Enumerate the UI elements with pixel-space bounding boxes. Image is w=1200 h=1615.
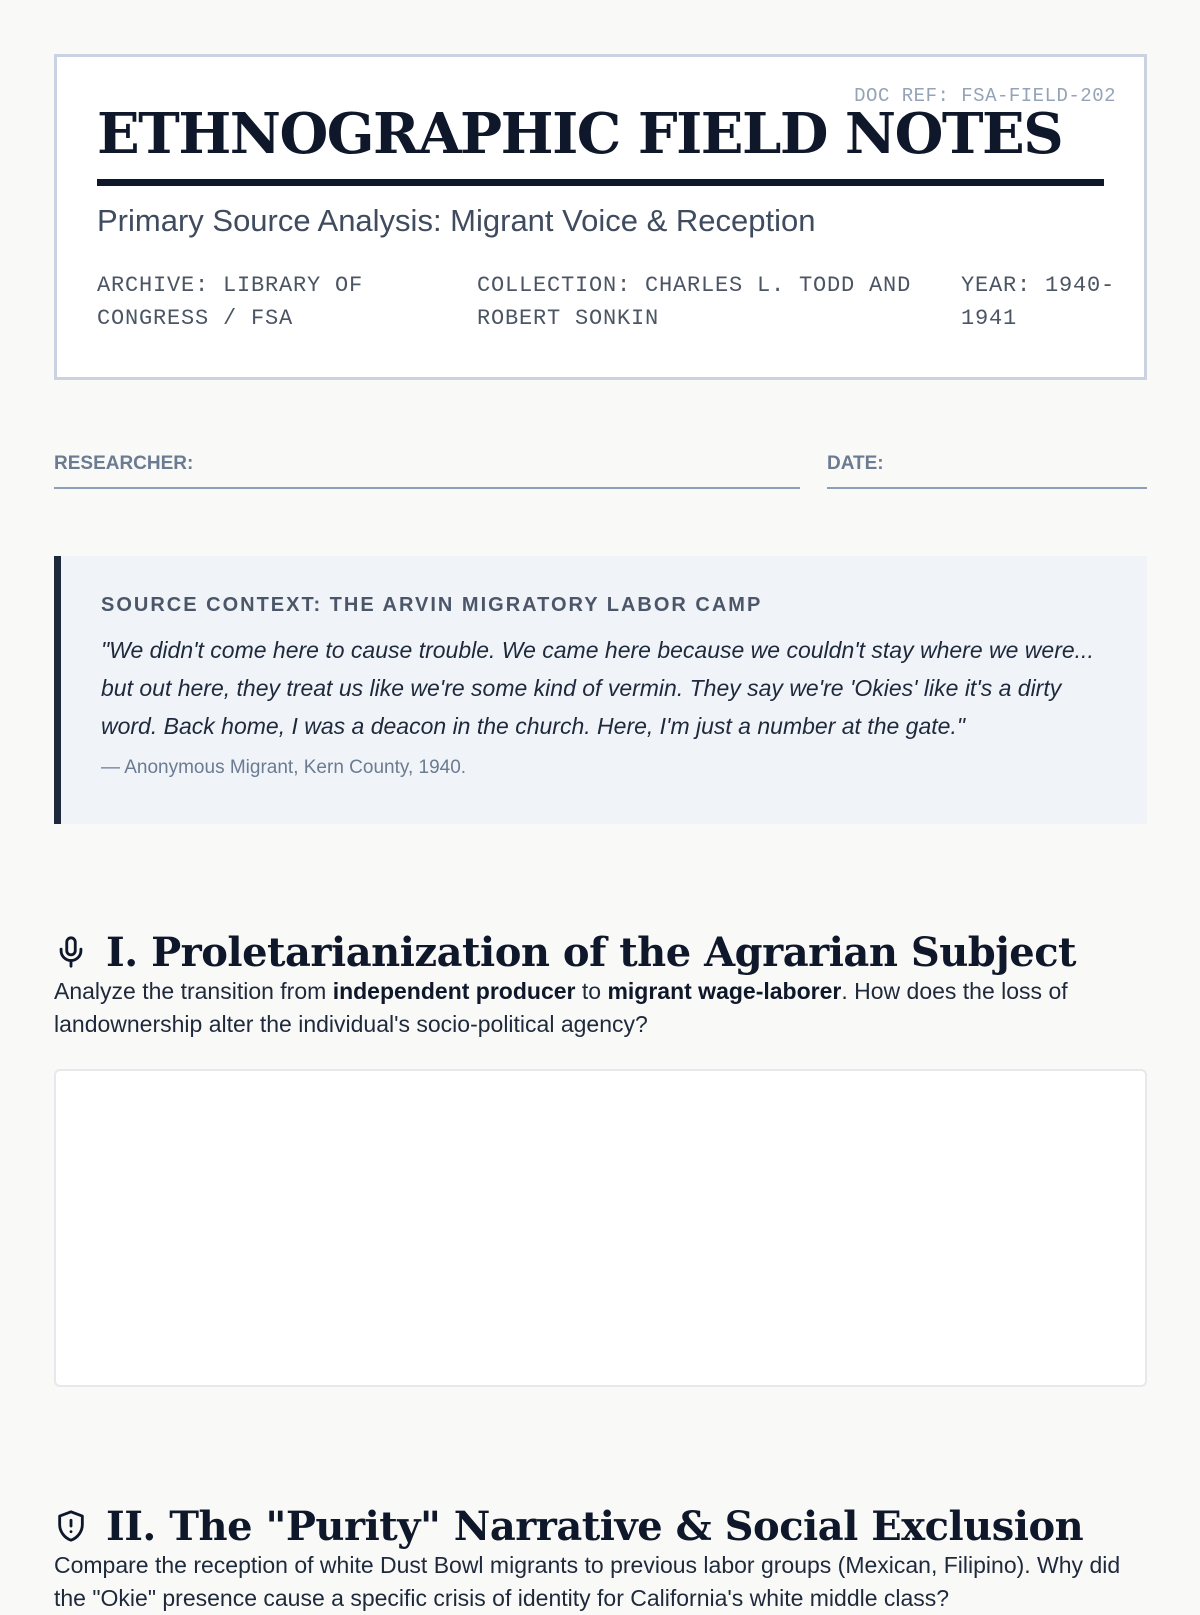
doc-ref: DOC REF: FSA-FIELD-202: [854, 85, 1116, 107]
source-context-box: [54, 556, 1147, 824]
section-1-answer-input[interactable]: [54, 1069, 1147, 1387]
researcher-field[interactable]: [54, 447, 800, 489]
prompt-emphasis: migrant wage-laborer: [607, 978, 842, 1004]
shield-alert-icon: [54, 1509, 88, 1543]
section-1-heading: [54, 922, 1076, 982]
section-1-title: I. Proletarianization of the Agrarian Subject: [106, 928, 1077, 976]
date-field[interactable]: [827, 447, 1147, 489]
context-quote: "We didn't come here to cause trouble. We came here because we couldn't stay where we were... but out here, they treat us like we're some kind of vermin. They say we're 'Okies' like it's a dirty word. Back home, I was a deacon in the church. Here, I'm just a number at the gate.": [101, 637, 1094, 739]
meta-archive: ARCHIVE: LIBRARY OF CONGRESS / FSA: [97, 273, 364, 331]
title-divider: [97, 179, 1104, 186]
header-card: [54, 54, 1147, 380]
worksheet: [54, 54, 1147, 1611]
prompt-text: to: [575, 978, 608, 1004]
section-2-heading: [54, 1496, 1083, 1556]
context-attribution: — Anonymous Migrant, Kern County, 1940.: [101, 757, 467, 778]
page-subtitle: Primary Source Analysis: Migrant Voice & Reception: [97, 203, 816, 238]
prompt-text: . How does the loss of landownership alter the individual's socio-political agency?: [54, 978, 1068, 1037]
context-heading: SOURCE CONTEXT: THE ARVIN MIGRATORY LABOR CAMP: [101, 594, 763, 616]
section-2-prompt: Compare the reception of white Dust Bowl migrants to previous labor groups (Mexican, Filipino). Why did the "Okie" presence cause a specific crisis of identity for California's white middle class?: [54, 1552, 1121, 1611]
microphone-icon: [54, 935, 88, 969]
meta-year: YEAR: 1940-1941: [961, 273, 1116, 331]
prompt-text: Analyze the transition from: [54, 978, 333, 1004]
researcher-date-row: [54, 447, 1147, 487]
meta-collection: COLLECTION: CHARLES L. TODD AND ROBERT SONKIN: [477, 273, 912, 331]
page-title: ETHNOGRAPHIC FIELD NOTES: [97, 101, 1063, 167]
date-label: DATE:: [827, 453, 884, 474]
section-2-title: II. The "Purity" Narrative & Social Exclusion: [106, 1502, 1084, 1550]
researcher-label: RESEARCHER:: [54, 453, 194, 474]
prompt-emphasis: independent producer: [332, 978, 576, 1004]
section-1-prompt: [54, 975, 1147, 1041]
